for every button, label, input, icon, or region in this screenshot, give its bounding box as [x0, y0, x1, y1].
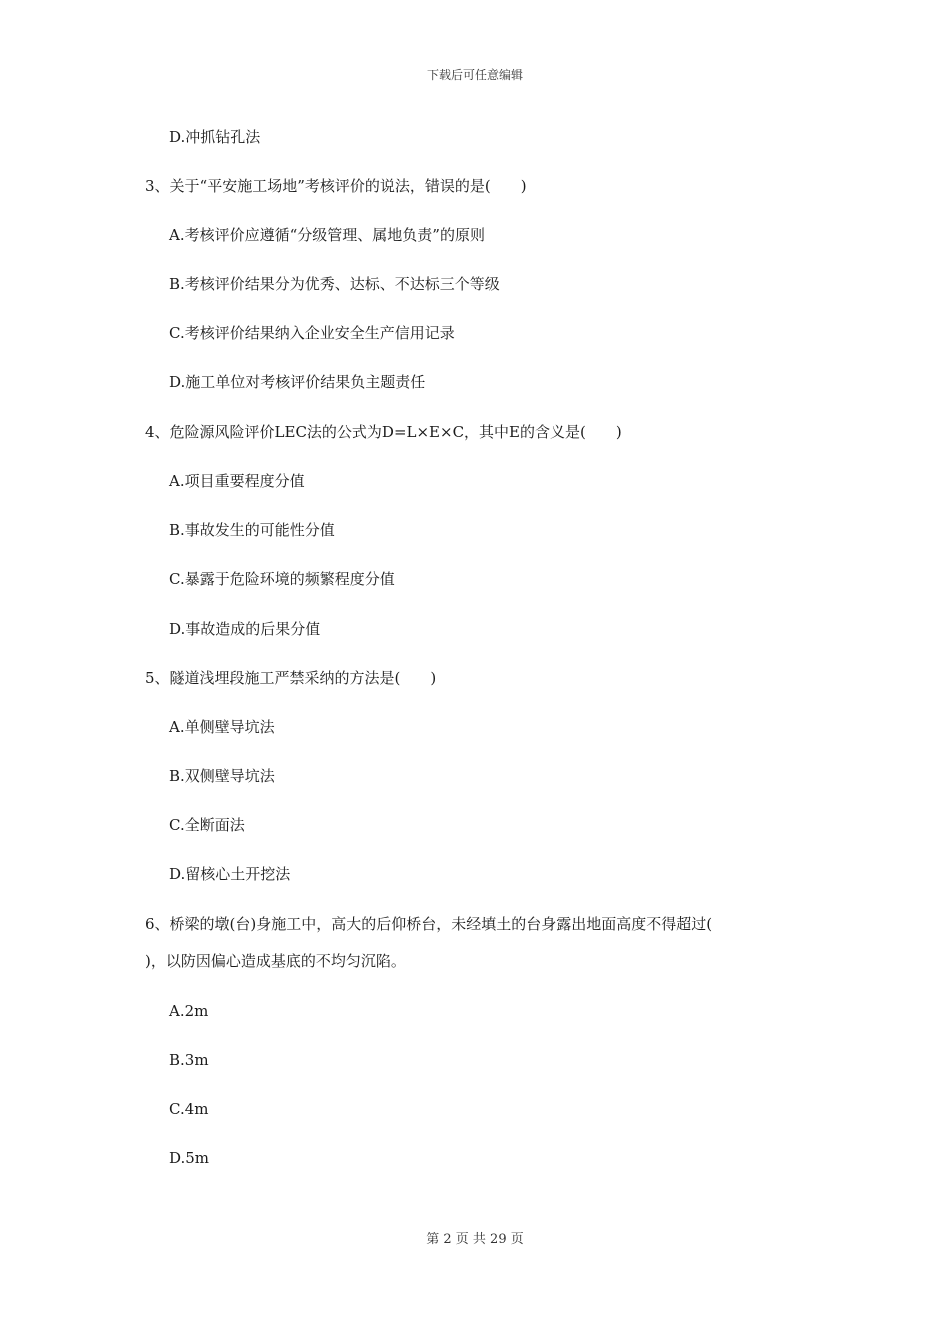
- question-3-option-d: D.施工单位对考核评价结果负主题责任: [169, 373, 426, 391]
- question-5-option-d: D.留核心土开挖法: [169, 865, 291, 883]
- question-3-option-a: A.考核评价应遵循“分级管理、属地负责”的原则: [169, 226, 485, 244]
- question-4-option-c: C.暴露于危险环境的频繁程度分值: [169, 570, 395, 588]
- question-6-option-b: B.3m: [169, 1051, 209, 1069]
- question-4-stem: 4、危险源风险评价LEC法的公式为D=L×E×C，其中E的含义是( ): [145, 423, 622, 441]
- page-header: 下载后可任意编辑: [426, 68, 523, 82]
- question-6-option-c: C.4m: [169, 1100, 209, 1118]
- question-4-option-d: D.事故造成的后果分值: [169, 620, 321, 638]
- question-6-option-d: D.5m: [169, 1149, 210, 1167]
- question-6-stem-line-2: )，以防因偏心造成基底的不均匀沉陷。: [145, 952, 406, 970]
- question-5-option-b: B.双侧壁导坑法: [169, 767, 275, 785]
- option-d-previous: D.冲抓钻孔法: [169, 128, 261, 146]
- question-5-option-a: A.单侧壁导坑法: [169, 718, 275, 736]
- question-4-option-a: A.项目重要程度分值: [169, 472, 305, 490]
- question-5-option-c: C.全断面法: [169, 816, 245, 834]
- question-3-option-b: B.考核评价结果分为优秀、达标、不达标三个等级: [169, 275, 500, 293]
- question-3-stem: 3、关于“平安施工场地”考核评价的说法，错误的是( ): [145, 177, 527, 195]
- question-4-option-b: B.事故发生的可能性分值: [169, 521, 335, 539]
- question-6-stem-line-1: 6、桥梁的墩(台)身施工中，高大的后仰桥台，未经填土的台身露出地面高度不得超过(: [145, 915, 713, 933]
- question-5-stem: 5、隧道浅埋段施工严禁采纳的方法是( ): [145, 669, 437, 687]
- question-6-option-a: A.2m: [169, 1002, 209, 1020]
- question-3-option-c: C.考核评价结果纳入企业安全生产信用记录: [169, 324, 455, 342]
- page-footer: 第 2 页 共 29 页: [426, 1232, 524, 1247]
